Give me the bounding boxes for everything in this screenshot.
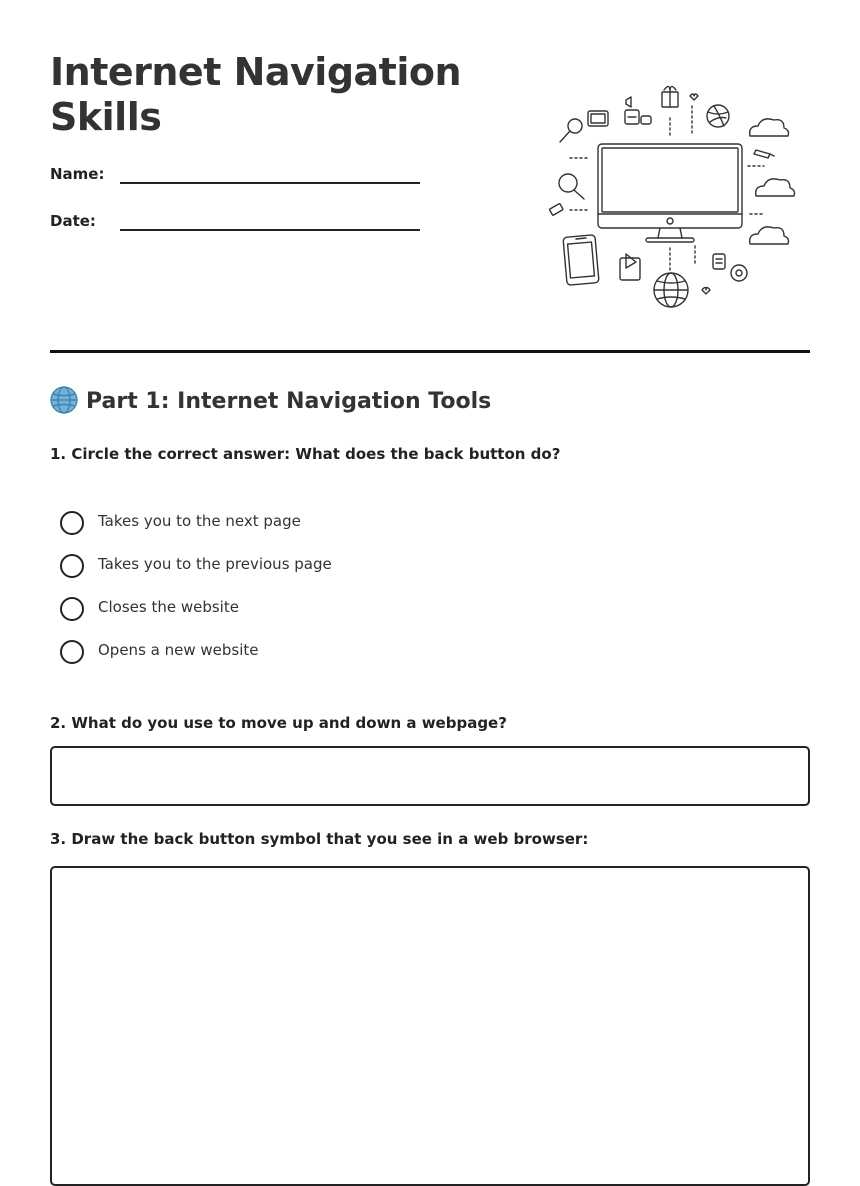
- q2-answer-box[interactable]: [50, 746, 810, 806]
- computer-devices-illustration: [540, 78, 800, 318]
- cloud-icon-3: [750, 227, 789, 244]
- title-line-2: Skills: [50, 95, 162, 139]
- option-text: Closes the website: [98, 598, 239, 616]
- tablet-icon: [620, 258, 640, 280]
- cloud-icon-2: [756, 179, 795, 196]
- name-field[interactable]: [50, 165, 420, 195]
- search-icon: [559, 174, 577, 192]
- date-label: Date:: [50, 212, 96, 230]
- section-title-text: Part 1: Internet Navigation Tools: [86, 389, 492, 414]
- section-title-part1: [50, 386, 491, 414]
- cloud-icon: [750, 119, 789, 136]
- option-circle[interactable]: [60, 597, 84, 621]
- q3-drawing-box[interactable]: [50, 866, 810, 1186]
- date-line[interactable]: [120, 229, 420, 231]
- date-field[interactable]: [50, 212, 420, 242]
- question-1: 1. Circle the correct answer: What does the back button do?: [50, 445, 561, 463]
- globe-icon: [50, 386, 78, 414]
- option-text: Takes you to the next page: [98, 512, 301, 530]
- name-label: Name:: [50, 165, 105, 183]
- header-divider: [50, 350, 810, 353]
- name-line[interactable]: [120, 182, 420, 184]
- gear-icon: [731, 265, 747, 281]
- option-circle[interactable]: [60, 640, 84, 664]
- title-line-1: Internet Navigation: [50, 50, 462, 94]
- worksheet-title: [50, 50, 470, 140]
- monitor-icon: [598, 144, 742, 228]
- question-2: 2. What do you use to move up and down a webpage?: [50, 714, 507, 732]
- sphere-icon: [707, 105, 729, 127]
- question-3: 3. Draw the back button symbol that you see in a web browser:: [50, 830, 589, 848]
- option-circle[interactable]: [60, 511, 84, 535]
- option-text: Takes you to the previous page: [98, 555, 332, 573]
- option-text: Opens a new website: [98, 641, 259, 659]
- option-circle[interactable]: [60, 554, 84, 578]
